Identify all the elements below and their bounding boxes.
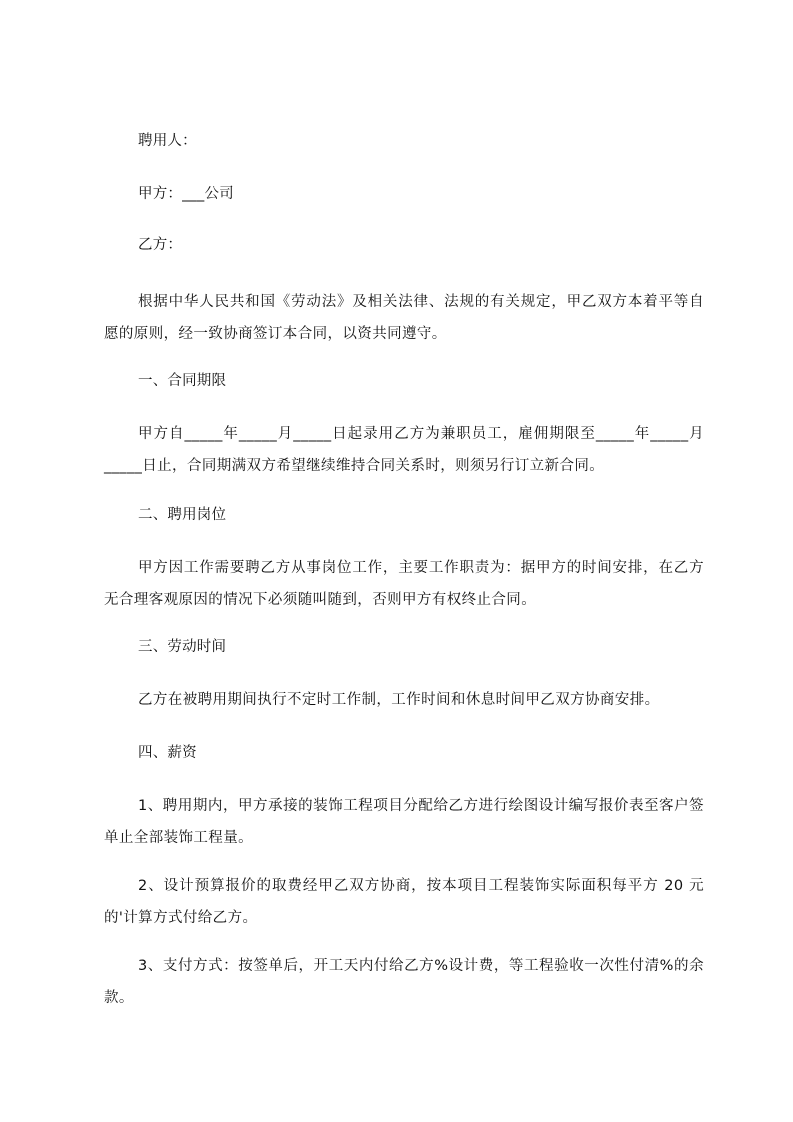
party-a-line: 甲方：___公司 xyxy=(138,186,234,202)
employer-label: 聘用人： xyxy=(138,133,197,149)
section-heading-work-time: 三、劳动时间 xyxy=(138,639,227,655)
salary-paragraph-2: 2、设计预算报价的取费经甲乙双方协商，按本项目工程装饰实际面积每平方 20 元的'计算方式付给乙方。 xyxy=(104,878,704,926)
section-heading-position: 二、聘用岗位 xyxy=(138,507,227,523)
term-paragraph: 甲方自_____年_____月_____日起录用乙方为兼职员工，雇佣期限至_____年_____月_____日止，合同期满双方希望继续维持合同关系时，则须另行订立新合同。 xyxy=(104,426,704,474)
party-b-line: 乙方： xyxy=(138,237,183,253)
salary-paragraph-1: 1、聘用期内，甲方承接的装饰工程项目分配给乙方进行绘图设计编写报价表至客户签单止全部装饰工程量。 xyxy=(104,798,704,846)
salary-paragraph-3: 3、支付方式：按签单后，开工天内付给乙方%设计费，等工程验收一次性付清%的余款。 xyxy=(104,958,704,1006)
section-heading-salary: 四、薪资 xyxy=(138,745,197,761)
work-time-paragraph: 乙方在被聘用期间执行不定时工作制，工作时间和休息时间甲乙双方协商安排。 xyxy=(138,692,660,708)
preamble-paragraph: 根据中华人民共和国《劳动法》及相关法律、法规的有关规定，甲乙双方本着平等自愿的原则，经一致协商签订本合同，以资共同遵守。 xyxy=(104,294,704,342)
position-paragraph: 甲方因工作需要聘乙方从事岗位工作，主要工作职责为：据甲方的时间安排，在乙方无合理客观原因的情况下必须随叫随到，否则甲方有权终止合同。 xyxy=(104,560,704,608)
section-heading-term: 一、合同期限 xyxy=(138,373,227,389)
